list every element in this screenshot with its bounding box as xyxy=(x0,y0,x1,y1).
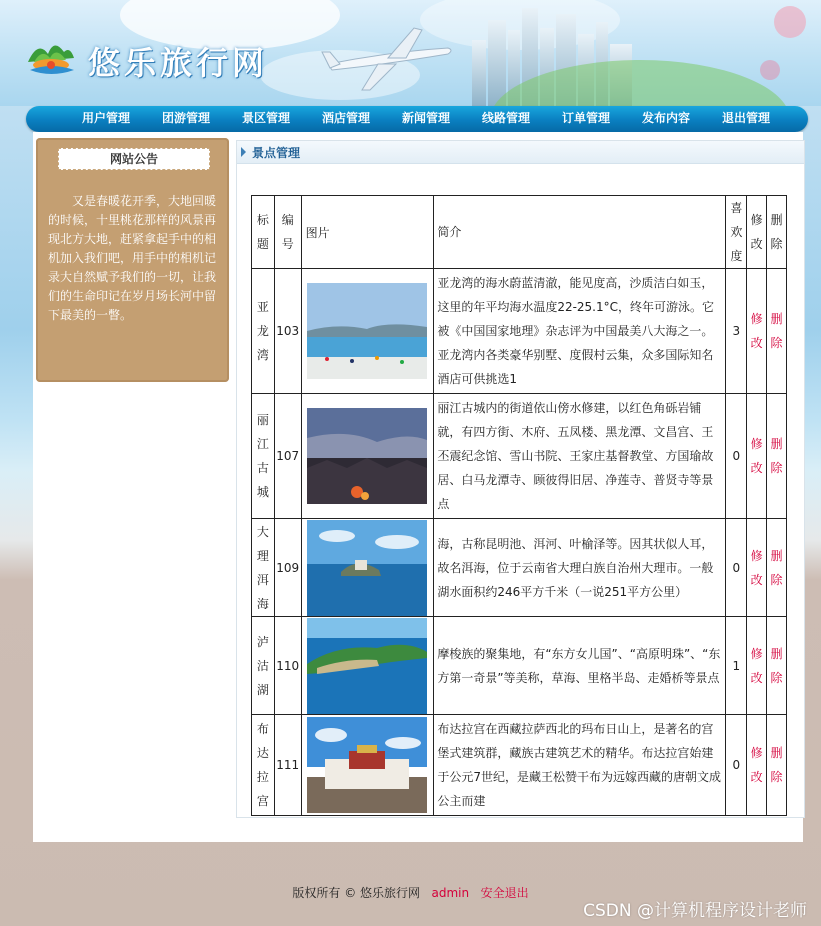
airplane-icon xyxy=(318,24,458,94)
edit-link[interactable]: 修改 xyxy=(747,394,767,519)
watermark-text: CSDN @计算机程序设计老师 xyxy=(583,901,807,921)
notice-box xyxy=(36,138,229,382)
row-image[interactable] xyxy=(301,269,434,394)
notice-body: 又是春暖花开季，大地回暖的时候，十里桃花那样的风景再现北方大地，赶紧拿起手中的相机加入我们吧，用手中的相机记录大自然赋予我们的一切，让我们的生命印记在岁月场长河中留下最美的一瞥。 xyxy=(48,194,217,322)
nav-item-users[interactable]: 用户管理 xyxy=(81,111,130,125)
nav-item-scenic[interactable]: 景区管理 xyxy=(241,111,290,125)
site-header xyxy=(0,0,821,106)
row-title: 丽江古城 xyxy=(252,394,275,519)
row-likes: 1 xyxy=(726,617,747,715)
header-edit: 修改 xyxy=(747,196,767,269)
main-nav xyxy=(26,106,808,132)
table-row xyxy=(252,269,787,394)
delete-link[interactable]: 删除 xyxy=(767,715,787,816)
palace-photo-icon[interactable] xyxy=(307,717,427,813)
row-image[interactable] xyxy=(301,519,434,617)
row-id: 103 xyxy=(274,269,301,394)
table-row xyxy=(252,715,787,816)
delete-link[interactable]: 删除 xyxy=(767,519,787,617)
notice-title: 网站公告 xyxy=(58,148,210,170)
row-title: 亚龙湾 xyxy=(252,269,275,394)
header-likes: 喜欢度 xyxy=(726,196,747,269)
row-id: 111 xyxy=(274,715,301,816)
row-title: 泸沽湖 xyxy=(252,617,275,715)
logout-link[interactable]: 安全退出 xyxy=(480,886,529,900)
user-link[interactable]: admin xyxy=(431,886,470,900)
copyright-text: 版权所有 © 悠乐旅行网 xyxy=(292,886,421,900)
delete-link[interactable]: 删除 xyxy=(767,269,787,394)
panel-header xyxy=(237,141,804,164)
edit-link[interactable]: 修改 xyxy=(747,269,767,394)
row-desc: 丽江古城内的街道依山傍水修建，以红色角砾岩铺就，有四方街、木府、五凤楼、黑龙潭、文昌宫、王丕震纪念馆、雪山书院、王家庄基督教堂、方国瑜故居、白马龙潭寺、顾彼得旧居、净莲寺、普贤寺等景点 xyxy=(434,394,726,519)
delete-link[interactable]: 删除 xyxy=(767,394,787,519)
row-image[interactable] xyxy=(301,715,434,816)
row-title: 布达拉宫 xyxy=(252,715,275,816)
row-id: 109 xyxy=(274,519,301,617)
arrow-right-icon xyxy=(241,147,246,157)
header-image: 图片 xyxy=(301,196,434,269)
row-image[interactable] xyxy=(301,617,434,715)
header-desc: 简介 xyxy=(434,196,726,269)
row-likes: 0 xyxy=(726,394,747,519)
row-id: 110 xyxy=(274,617,301,715)
table-row xyxy=(252,394,787,519)
nav-item-routes[interactable]: 线路管理 xyxy=(481,111,530,125)
edit-link[interactable]: 修改 xyxy=(747,617,767,715)
nav-item-logout[interactable]: 退出管理 xyxy=(721,111,770,125)
row-desc: 摩梭族的聚集地，有“东方女儿国”、“高原明珠”、“东方第一奇景”等美称，草海、里格半岛、走婚桥等景点 xyxy=(434,617,726,715)
header-title: 标题 xyxy=(252,196,275,269)
nav-item-groups[interactable]: 团游管理 xyxy=(161,111,210,125)
table-header-row xyxy=(252,196,787,269)
row-desc: 海，古称昆明池、洱河、叶榆泽等。因其状似人耳，故名洱海，位于云南省大理白族自治州大理市。一般湖水面积约246平方千米（一说251平方公里） xyxy=(434,519,726,617)
beach-photo-icon[interactable] xyxy=(307,283,427,379)
table-row xyxy=(252,519,787,617)
row-likes: 3 xyxy=(726,269,747,394)
row-likes: 0 xyxy=(726,715,747,816)
lake-island-photo-icon[interactable] xyxy=(307,520,427,616)
nav-item-publish[interactable]: 发布内容 xyxy=(641,111,690,125)
nav-item-hotels[interactable]: 酒店管理 xyxy=(321,111,370,125)
row-id: 107 xyxy=(274,394,301,519)
scenic-table xyxy=(251,195,787,816)
row-desc: 布达拉宫在西藏拉萨西北的玛布日山上，是著名的宫堡式建筑群，藏族古建筑艺术的精华。布达拉宫始建于公元7世纪，是藏王松赞干布为远嫁西藏的唐朝文成公主而建 xyxy=(434,715,726,816)
logo-icon xyxy=(24,32,78,80)
header-delete: 删除 xyxy=(767,196,787,269)
city-skyline-decoration xyxy=(460,0,821,106)
nav-item-orders[interactable]: 订单管理 xyxy=(561,111,610,125)
row-likes: 0 xyxy=(726,519,747,617)
row-title: 大理洱海 xyxy=(252,519,275,617)
peninsula-photo-icon[interactable] xyxy=(307,618,427,714)
row-desc: 亚龙湾的海水蔚蓝清澈，能见度高，沙质洁白如玉，这里的年平均海水温度22-25.1°C，终年可游泳。它被《中国国家地理》杂志评为中国最美八大海之一。亚龙湾内各类豪华别墅、度假村云集，众多国际知名酒店可供挑选1 xyxy=(434,269,726,394)
old-town-photo-icon[interactable] xyxy=(307,408,427,504)
edit-link[interactable]: 修改 xyxy=(747,715,767,816)
site-logo-text: 悠乐旅行网 xyxy=(88,44,269,82)
panel-title: 景点管理 xyxy=(252,146,301,160)
header-id: 编号 xyxy=(274,196,301,269)
table-row xyxy=(252,617,787,715)
delete-link[interactable]: 删除 xyxy=(767,617,787,715)
row-image[interactable] xyxy=(301,394,434,519)
nav-item-news[interactable]: 新闻管理 xyxy=(401,111,450,125)
edit-link[interactable]: 修改 xyxy=(747,519,767,617)
